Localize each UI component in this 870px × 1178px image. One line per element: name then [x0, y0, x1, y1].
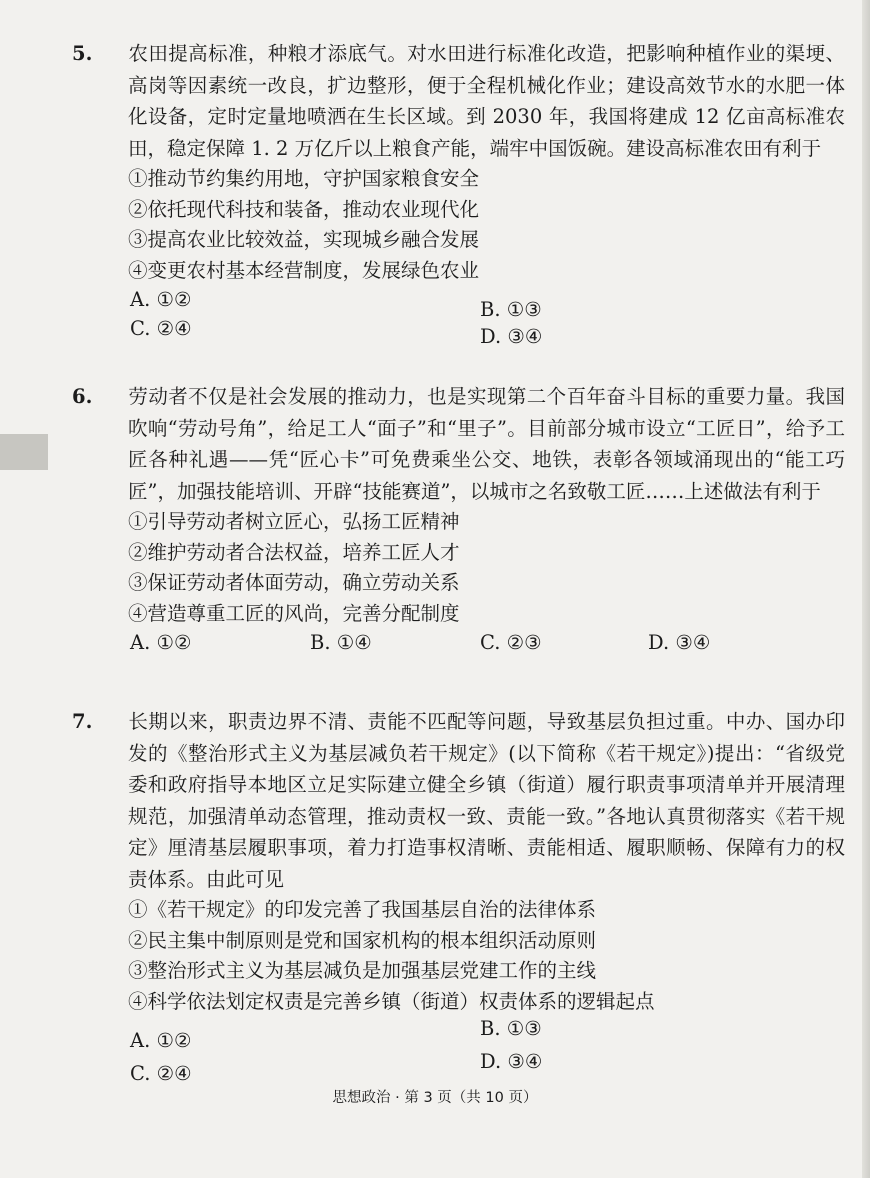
q6-item-3: ③保证劳动者体面劳动，确立劳动关系: [128, 571, 460, 594]
q6-option-b[interactable]: B. ①④: [310, 631, 372, 654]
question-5-stem: [72, 38, 845, 164]
question-7-stem: [72, 706, 845, 895]
q7-item-2: ②民主集中制原则是党和国家机构的根本组织活动原则: [128, 928, 597, 952]
q6-options: [100, 629, 845, 663]
q5-item-4: ④变更农村基本经营制度，发展绿色农业: [128, 258, 480, 282]
question-5: [72, 38, 845, 349]
q5-option-c[interactable]: C. ②④: [130, 317, 192, 340]
q6-item-2: ②维护劳动者合法权益，培养工匠人才: [128, 540, 460, 564]
question-7-text: 长期以来，职责边界不清、责能不匹配等问题，导致基层负担过重。中办、国办印发的《整治形式主义为基层减负若干规定》(以下简称《若干规定》)提出：“省级党委和政府指导本地区立足实际建立健全乡镇（街道）履行职责事项清单并开展清理规范，加强清单动态管理，推动责权一致、责能一致。”各地认真贯彻落实《若干规定》厘清基层履职事项，着力打造事权清晰、责能相适、履职顺畅、保障有力的权责体系。由此可见: [128, 710, 845, 891]
page-footer: 思想政治 · 第 3 页（共 10 页）: [332, 1090, 538, 1106]
q7-option-c[interactable]: C. ②④: [130, 1062, 192, 1085]
q6-option-a[interactable]: A. ①②: [130, 631, 192, 654]
question-5-number: 5.: [72, 42, 93, 65]
q7-options-row1: [100, 1017, 845, 1052]
q5-options-row1: [100, 286, 845, 321]
question-7-number: 7.: [72, 710, 93, 733]
question-7: [72, 706, 845, 1085]
question-6: [72, 381, 845, 663]
q7-option-d[interactable]: D. ③④: [480, 1050, 543, 1073]
q7-option-b[interactable]: B. ①③: [480, 1017, 542, 1040]
q5-option-d[interactable]: D. ③④: [480, 325, 543, 348]
q6-option-c[interactable]: C. ②③: [480, 631, 542, 654]
page-edge-tab: [0, 434, 48, 470]
q6-option-d[interactable]: D. ③④: [648, 631, 711, 654]
q5-option-b[interactable]: B. ①③: [480, 298, 542, 321]
q7-item-3: ③整治形式主义为基层减负是加强基层党建工作的主线: [128, 959, 597, 982]
question-6-number: 6.: [72, 385, 93, 408]
q5-option-a[interactable]: A. ①②: [130, 288, 192, 311]
q5-item-2: ②依托现代科技和装备，推动农业现代化: [128, 197, 480, 221]
q5-options-row2: [100, 315, 845, 349]
q5-item-3: ③提高农业比较效益，实现城乡融合发展: [128, 228, 480, 251]
question-5-text: 农田提高标准，种粮才添底气。对水田进行标准化改造，把影响种植作业的渠埂、高岗等因素统一改良，扩边整形，便于全程机械化作业；建设高效节水的水肥一体化设备，定时定量地喷洒在生长区域。到 2030 年，我国将建成 12 亿亩高标准农田，稳定保障 1. 2 万亿斤以上粮食产能，端牢中国饭碗。建设高标准农田有利于: [128, 42, 845, 160]
q6-item-1: ①引导劳动者树立匠心，弘扬工匠精神: [128, 510, 460, 533]
q7-option-a[interactable]: A. ①②: [130, 1029, 192, 1052]
question-6-text: 劳动者不仅是社会发展的推动力，也是实现第二个百年奋斗目标的重要力量。我国吹响“劳动号角”，给足工人“面子”和“里子”。目前部分城市设立“工匠日”，给予工匠各种礼遇——凭“匠心卡”可免费乘坐公交、地铁，表彰各领域涌现出的“能工巧匠”，加强技能培训、开辟“技能赛道”，以城市之名致敬工匠……上述做法有利于: [128, 385, 845, 503]
q6-item-4: ④营造尊重工匠的风尚，完善分配制度: [128, 601, 460, 625]
q5-item-1: ①推动节约集约用地，守护国家粮食安全: [128, 167, 480, 190]
q7-item-1: ①《若干规定》的印发完善了我国基层自治的法律体系: [128, 898, 597, 921]
page-shadow: [862, 0, 870, 1178]
q7-item-4: ④科学依法划定权责是完善乡镇（街道）权责体系的逻辑起点: [128, 989, 655, 1013]
question-6-stem: [72, 381, 845, 507]
q7-options-row2: [100, 1048, 845, 1085]
